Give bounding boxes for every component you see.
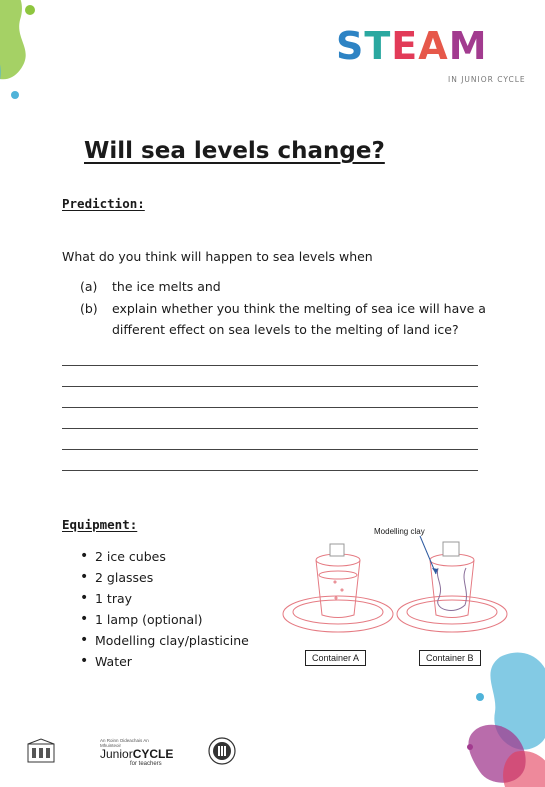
paint-splash-bottom-right: [460, 637, 545, 787]
steam-logo: [336, 26, 536, 96]
container-b-label: Container B: [419, 650, 481, 666]
junior-cycle-logo: [100, 738, 174, 767]
equipment-item: • 1 lamp (optional): [80, 609, 249, 630]
logo-subtitle: IN JUNIOR CYCLE: [448, 75, 526, 84]
prediction-heading: Prediction:: [62, 196, 145, 211]
answer-line[interactable]: [62, 470, 478, 471]
logo-letter-m: M: [448, 24, 488, 68]
equipment-heading: Equipment:: [62, 517, 138, 532]
paint-splash-top-left: [0, 0, 70, 140]
logo-letter-a: A: [418, 24, 449, 68]
logo-letter-t: T: [364, 24, 392, 68]
equipment-item: • 2 glasses: [80, 567, 249, 588]
equipment-item: • Modelling clay/plasticine: [80, 630, 249, 651]
answer-line[interactable]: [62, 386, 478, 387]
logo-letter-e: E: [391, 24, 419, 68]
modelling-clay-label: Modelling clay: [374, 527, 425, 536]
item-a-label: (a): [80, 279, 98, 294]
jc-sub: for teachers: [130, 761, 162, 767]
steam-wordmark: [336, 26, 488, 66]
jc-wordmark: [100, 747, 174, 761]
item-b-text-continued: different effect on sea levels to the melting of land ice?: [112, 322, 459, 337]
equipment-list: [80, 546, 249, 672]
dept-seal-icon: [208, 737, 236, 765]
item-a-text: the ice melts and: [112, 279, 221, 294]
container-a-label: Container A: [305, 650, 366, 666]
jc-junior: Junior: [100, 747, 133, 761]
equipment-item: • 2 ice cubes: [80, 546, 249, 567]
equipment-item: • 1 tray: [80, 588, 249, 609]
jc-top-text: An Roinn Oideachais An Mhuinteoir: [100, 738, 149, 748]
answer-line[interactable]: [62, 407, 478, 408]
logo-letter-s: S: [336, 24, 365, 68]
page-title: Will sea levels change?: [84, 138, 385, 164]
equipment-item: • Water: [80, 651, 249, 672]
government-crest-icon: [26, 738, 56, 764]
prediction-question: What do you think will happen to sea levels when: [62, 249, 373, 264]
jc-cycle: CYCLE: [132, 747, 174, 761]
answer-line[interactable]: [62, 428, 478, 429]
item-b-label: (b): [80, 301, 98, 316]
item-b-text: explain whether you think the melting of sea ice will have a: [112, 301, 486, 316]
answer-line[interactable]: [62, 449, 478, 450]
answer-line[interactable]: [62, 365, 478, 366]
